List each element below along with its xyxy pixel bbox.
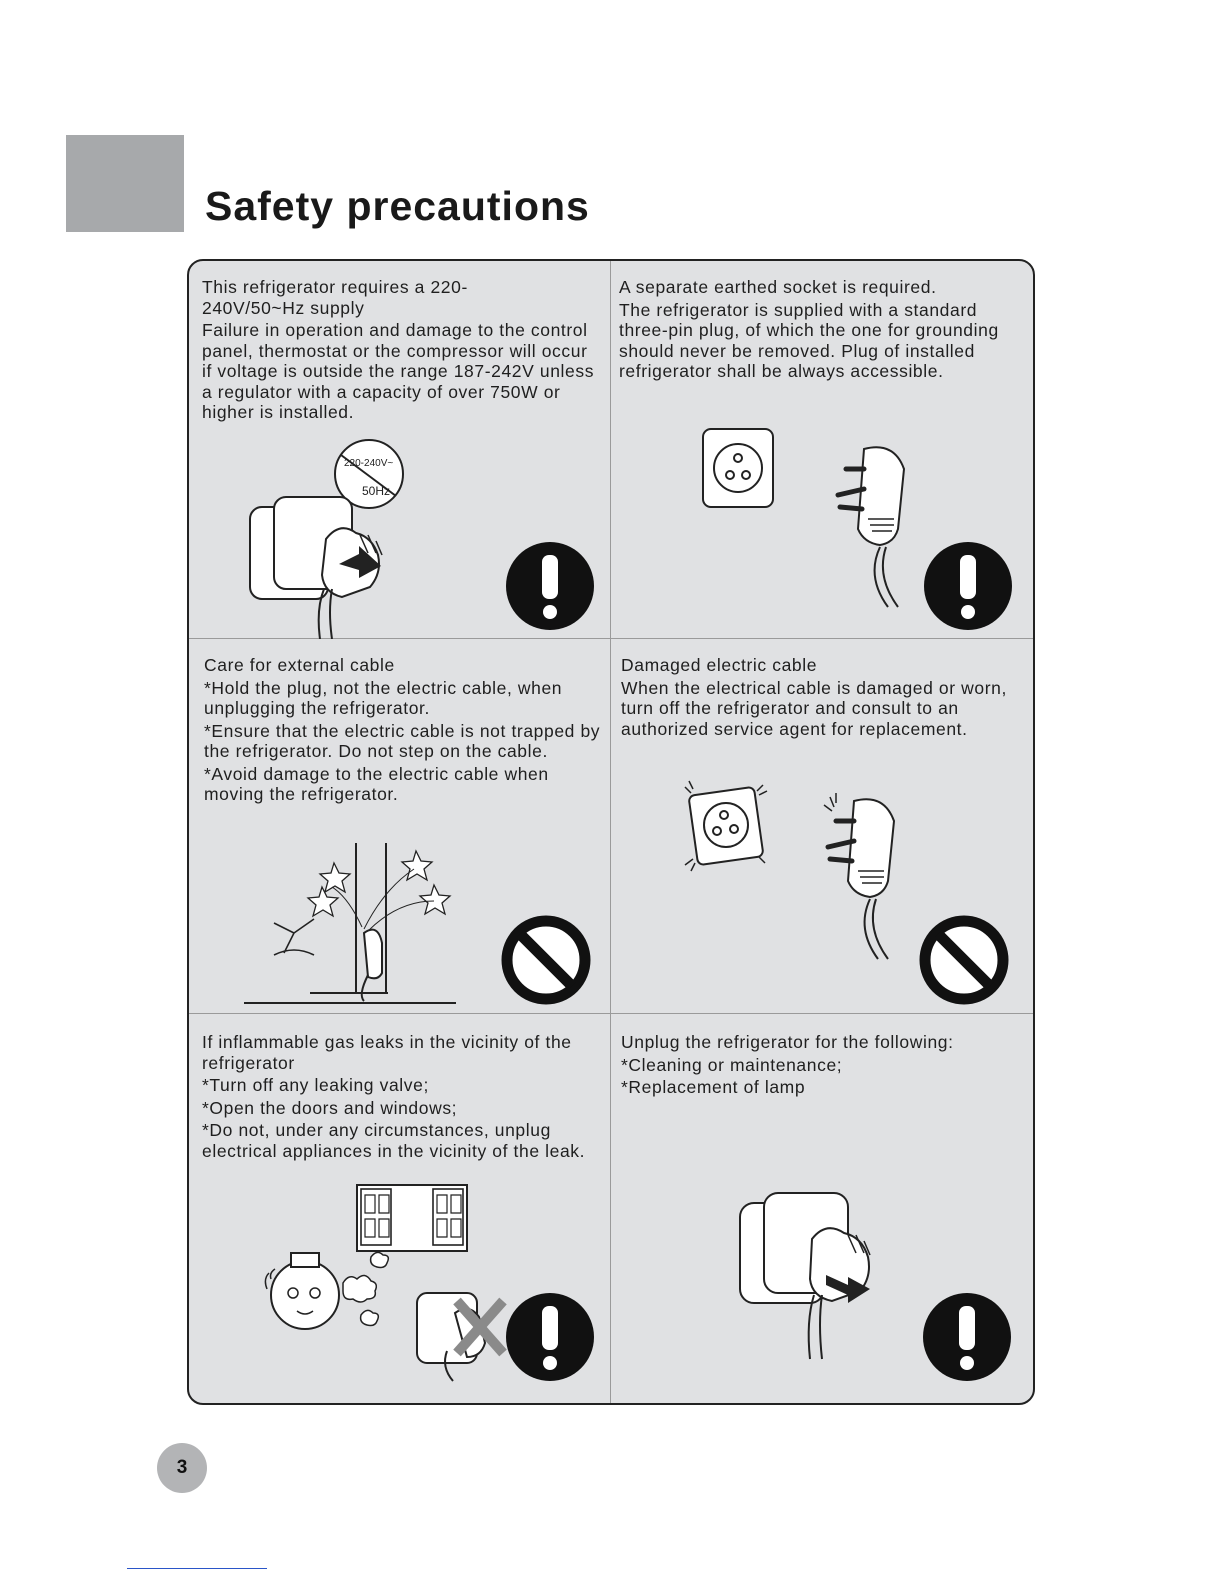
exclamation-icon	[505, 1292, 595, 1382]
cell-heading: If inflammable gas leaks in the vicinity of the refrigerator	[202, 1032, 572, 1073]
gas-leak-illustration	[261, 1183, 511, 1383]
damaged-plug-illustration	[814, 791, 914, 961]
cell-text: *Cleaning or maintenance;	[621, 1054, 843, 1075]
plug-in-socket-illustration	[244, 439, 444, 639]
cell-text: *Hold the plug, not the electric cable, when unplugging the refrigerator.	[204, 677, 563, 718]
cell-text: *Open the doors and windows;	[202, 1097, 458, 1118]
earthed-socket-illustration	[699, 425, 789, 515]
cell-text: *Ensure that the electric cable is not trapped by the refrigerator. Do not step on the cable.	[204, 720, 601, 761]
cell-damaged-cable	[621, 655, 1021, 755]
column-divider	[610, 261, 611, 1405]
cell-unplug	[621, 1032, 1021, 1100]
section-marker-block	[66, 135, 184, 232]
damaged-socket-illustration	[679, 777, 779, 877]
cell-power-supply	[202, 277, 602, 425]
cell-heading: Care for external cable	[204, 655, 395, 675]
cell-heading: Unplug the refrigerator for the following:	[621, 1032, 954, 1052]
safety-panel	[187, 259, 1035, 1405]
cell-text: *Avoid damage to the electric cable when moving the refrigerator.	[204, 763, 549, 804]
cell-text: *Turn off any leaking valve;	[202, 1075, 429, 1095]
row-divider-2	[189, 1013, 1035, 1014]
trapped-cable-illustration	[244, 843, 464, 1008]
cell-text: *Do not, under any circumstances, unplug electrical appliances in the vicinity of the leak.	[202, 1120, 586, 1161]
cell-gas-leak	[202, 1032, 602, 1163]
unplug-socket-illustration	[734, 1189, 904, 1364]
cell-heading: This refrigerator requires a 220- 240V/50~Hz supply	[202, 277, 468, 318]
cell-external-cable	[204, 655, 604, 807]
voltage-label: 220-240V~	[344, 458, 394, 469]
exclamation-icon	[505, 541, 595, 631]
exclamation-icon	[923, 541, 1013, 631]
exclamation-icon	[922, 1292, 1012, 1382]
cell-heading: A separate earthed socket is required.	[619, 277, 937, 297]
page-number-badge: 3	[157, 1443, 207, 1493]
prohibited-icon	[500, 914, 592, 1006]
cell-heading: Damaged electric cable	[621, 655, 818, 675]
cell-text: Failure in operation and damage to the control panel, thermostat or the compressor will occur if voltage is outside the range 187-242V unless a regulator with a capacity of over 750W or higher is installed.	[202, 320, 595, 422]
three-pin-plug-illustration	[824, 439, 924, 609]
cell-text: When the electrical cable is damaged or worn, turn off the refrigerator and consult to an authorized service agent for replacement.	[621, 677, 1007, 739]
footer-link-underline	[127, 1568, 267, 1569]
cell-text: The refrigerator is supplied with a standard three-pin plug, of which the one for grounding should never be removed. Plug of installed refrigerator shall be always accessible.	[619, 299, 999, 381]
prohibited-icon	[918, 914, 1010, 1006]
page-title: Safety precautions	[205, 183, 590, 229]
cell-earthed-socket	[619, 277, 1024, 384]
frequency-label: 50Hz	[362, 484, 391, 498]
cell-text: *Replacement of lamp	[621, 1077, 806, 1097]
